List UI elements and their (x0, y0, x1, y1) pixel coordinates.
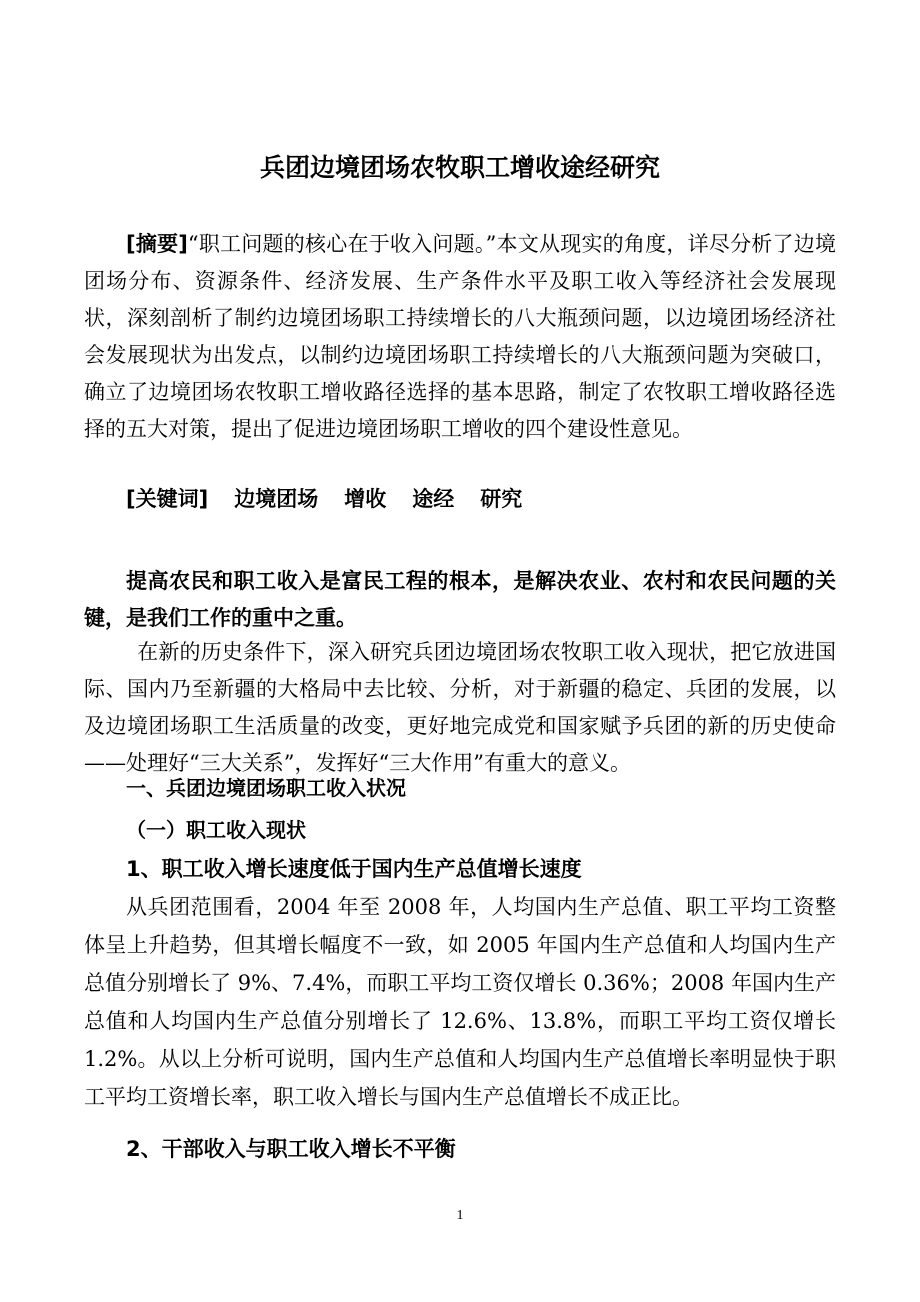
keyword-item: 边境团场 (234, 487, 319, 511)
keyword-item: 研究 (480, 487, 523, 511)
keyword-item: 途经 (412, 487, 455, 511)
abstract-paragraph (84, 226, 836, 448)
section-heading-4: 2、干部收入与职工收入增长不平衡 (126, 1137, 456, 1161)
lead-paragraph: 提高农民和职工收入是富民工程的根本，是解决农业、农村和农民问题的关键，是我们工作的重中之重。 (84, 569, 836, 630)
page-number: 1 (456, 1208, 464, 1223)
keywords-line (84, 481, 836, 517)
abstract-label: [摘要] (126, 232, 188, 256)
section-heading-3: 1、职工收入增长速度低于国内生产总值增长速度 (126, 857, 582, 881)
section-heading-1: 一、兵团边境团场职工收入状况 (126, 776, 406, 800)
abstract-text: “职工问题的核心在于收入问题。”本文从现实的角度，详尽分析了边境团场分布、资源条件、经济发展、生产条件水平及职工收入等经济社会发展现状，深刻剖析了制约边境团场职工持续增长的八大瓶颈问题，以边境团场经济社会发展现状为出发点，以制约边境团场职工持续增长的八大瓶颈问题为突破口，确立了边境团场农牧职工增收路径选择的基本思路，制定了农牧职工增收路径选择的五大对策，提出了促进边境团场职工增收的四个建设性意见。 (84, 232, 836, 441)
document-title: 兵团边境团场农牧职工增收途经研究 (259, 153, 660, 182)
body-paragraph-1 (84, 634, 836, 782)
keyword-item: 增收 (344, 487, 387, 511)
section-heading-2: （一）职工收入现状 (126, 818, 306, 842)
body-paragraph-1-text: 在新的历史条件下，深入研究兵团边境团场农牧职工收入现状，把它放进国际、国内乃至新疆的大格局中去比较、分析，对于新疆的稳定、兵团的发展，以及边境团场职工生活质量的改变，更好地完成党和国家赋予兵团的新的历史使命——处理好“三大关系”，发挥好“三大作用”有重大的意义。 (84, 640, 836, 775)
body-paragraph-2: 从兵团范围看，2004 年至 2008 年，人均国内生产总值、职工平均工资整体呈上升趋势，但其增长幅度不一致，如 2005 年国内生产总值和人均国内生产总值分别增长了 9%、7.4%，而职工平均工资仅增长 0.36%；2008 年国内生产总值和人均国内生产总值分别增长了 12.6%、13.8%，而职工平均工资仅增长 1.2%。从以上分析可说明，国内生产总值和人均国内生产总值增长率明显快于职工平均工资增长率，职工收入增长与国内生产总值增长不成正比。 (84, 895, 836, 1109)
keywords-label: [关键词] (126, 487, 209, 511)
